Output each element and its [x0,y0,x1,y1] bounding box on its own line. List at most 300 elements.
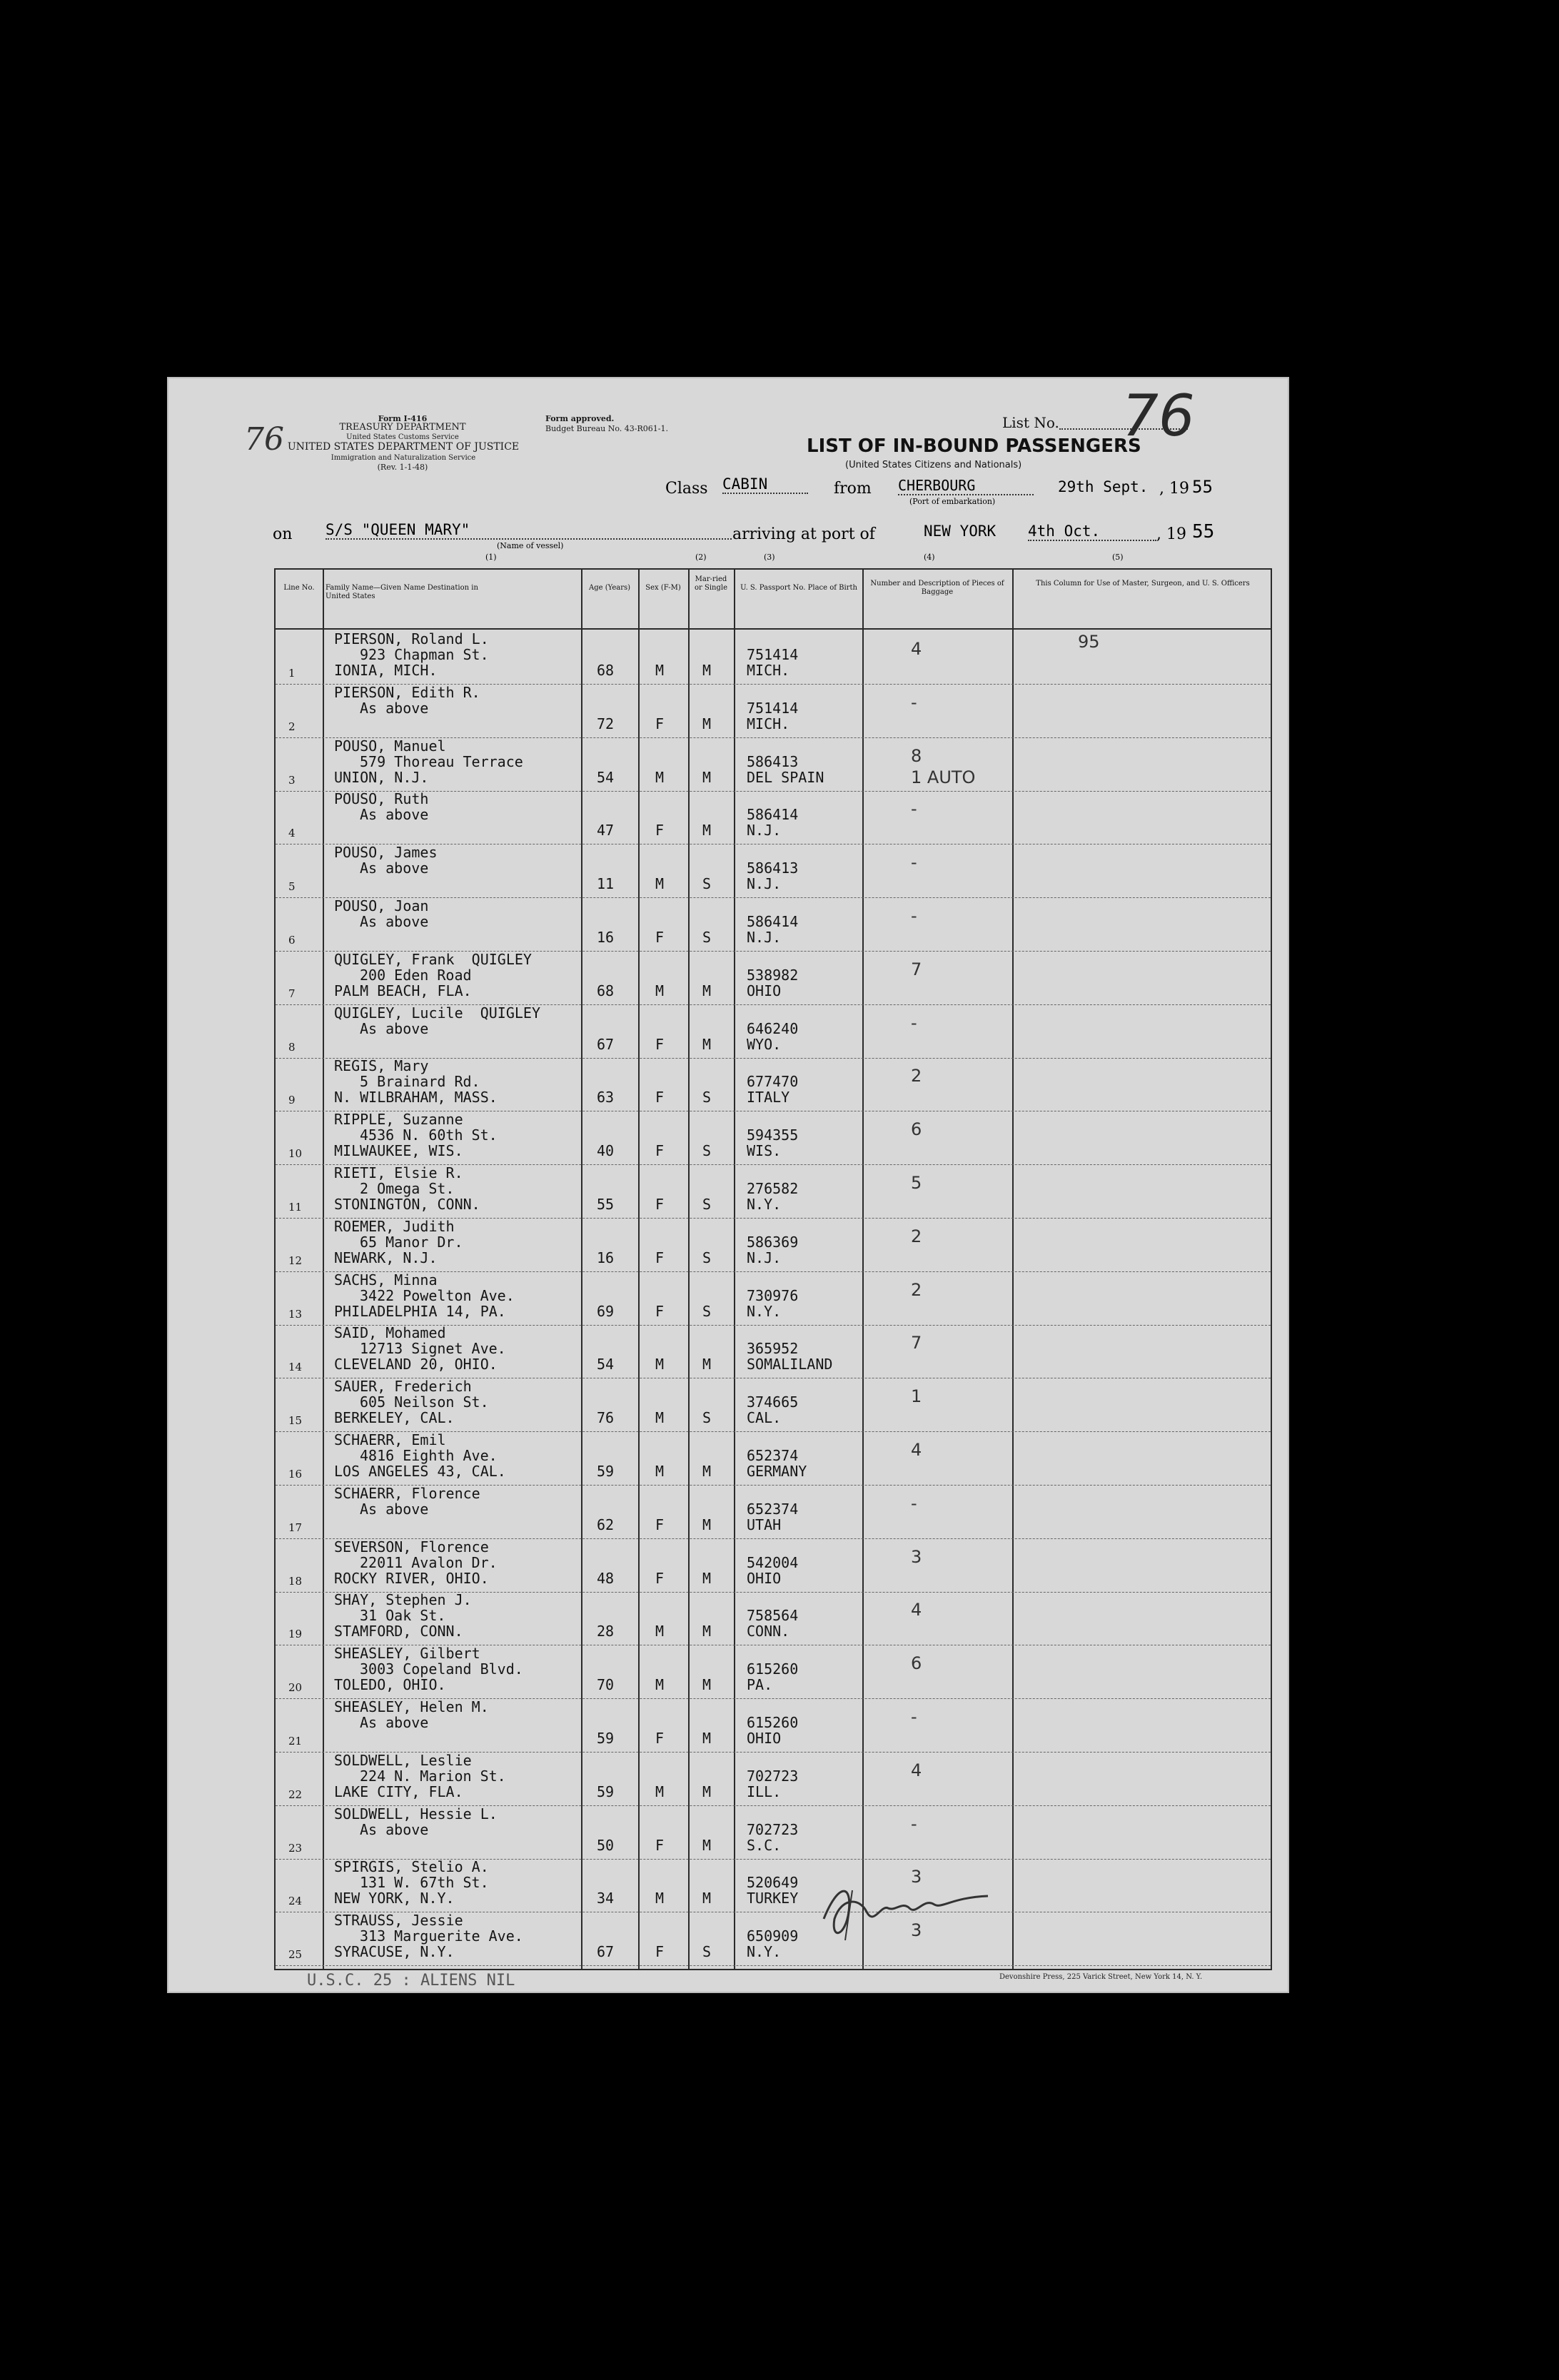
vessel-caption: (Name of vessel) [497,541,564,550]
row-age: 69 [597,1302,615,1320]
class-value: CABIN [722,475,808,494]
row-age: 72 [597,715,615,732]
row-name: PIERSON, Edith R. [334,683,480,701]
row-age: 68 [597,662,615,679]
row-place-of-birth: CAL. [747,1409,782,1427]
row-age: 76 [597,1409,615,1427]
form-revision: (Rev. 1-1-48) [377,463,428,472]
col-number-2: (2) [695,553,707,562]
col-number-5: (5) [1112,553,1124,562]
departure-year: 55 [1192,477,1213,497]
row-name: SHEASLEY, Helen M. [334,1698,489,1715]
margin-list-number: 76 [244,421,284,458]
row-address: As above [360,699,429,717]
row-passport-number: 646240 [747,1019,799,1037]
row-line-number: 1 [288,667,296,680]
row-place-of-birth: SOMALILAND [747,1356,833,1373]
row-baggage: 6 [911,1653,922,1674]
row-sex: M [655,1623,665,1640]
row-passport-number: 751414 [747,646,799,663]
row-place-of-birth: MICH. [747,715,790,732]
table-row [276,898,1271,952]
row-address: As above [360,1500,429,1518]
row-place-of-birth: MICH. [747,662,790,679]
row-place-of-birth: OHIO [747,1730,782,1747]
row-age: 50 [597,1836,615,1854]
immigration-service: Immigration and Naturalization Service [331,454,476,462]
row-place-of-birth: TURKEY [747,1890,799,1907]
row-passport-number: 615260 [747,1714,799,1731]
row-sex: M [655,1890,665,1907]
row-name: STRAUSS, Jessie [334,1912,463,1930]
row-age: 67 [597,1035,615,1053]
row-note: 95 [1078,632,1100,652]
row-name: ROEMER, Judith [334,1217,455,1235]
row-passport-number: 615260 [747,1660,799,1678]
row-baggage: 8 [911,745,922,766]
row-marital-status: M [702,1035,712,1053]
form-number: Form I-416 [378,414,428,423]
row-address: 313 Marguerite Ave. [360,1927,523,1945]
row-passport-number: 652374 [747,1500,799,1518]
row-place-of-birth: N.Y. [747,1943,782,1961]
table-row [276,685,1271,738]
row-age: 59 [597,1783,615,1800]
row-destination: UNION, N.J. [334,768,429,786]
row-name: QUIGLEY, Frank QUIGLEY [334,950,532,968]
row-marital-status: M [702,822,712,839]
row-baggage: 6 [911,1119,922,1140]
row-place-of-birth: PA. [747,1676,773,1694]
officer-signature [809,1869,995,1947]
document-title: LIST OF IN-BOUND PASSENGERS [807,435,1141,457]
row-name: RIETI, Elsie R. [334,1164,463,1181]
row-marital-status: M [702,1356,712,1373]
row-sex: F [655,1249,665,1266]
row-age: 16 [597,1249,615,1266]
row-destination: BERKELEY, CAL. [334,1409,455,1427]
row-baggage: 4 [911,1760,922,1780]
row-passport-number: 751414 [747,699,799,717]
table-row [276,1699,1271,1753]
row-passport-number: 594355 [747,1126,799,1144]
treasury-department: TREASURY DEPARTMENT [339,422,466,433]
row-age: 11 [597,875,615,893]
row-line-number: 2 [288,720,296,733]
customs-service: United States Customs Service [346,433,459,441]
row-sex: M [655,875,665,893]
row-line-number: 20 [288,1681,303,1695]
row-name: SAID, Mohamed [334,1324,446,1342]
row-marital-status: M [702,1730,712,1747]
table-row [276,1592,1271,1645]
row-passport-number: 586414 [747,913,799,930]
row-sex: F [655,1836,665,1854]
row-sex: F [655,1142,665,1160]
arrival-year: 55 [1192,521,1215,543]
from-label: from [834,480,872,498]
row-baggage: - [911,1493,917,1513]
col-age-header: Age (Years) [588,584,631,592]
row-marital-status: M [702,715,712,732]
row-age: 48 [597,1569,615,1587]
row-name: SHAY, Stephen J. [334,1591,472,1609]
row-marital-status: S [702,1943,712,1961]
table-row [276,1539,1271,1593]
row-sex: F [655,1196,665,1213]
row-passport-number: 702723 [747,1820,799,1838]
col-sex-header: Sex (F-M) [645,584,681,592]
row-place-of-birth: GERMANY [747,1463,807,1480]
budget-bureau: Budget Bureau No. 43-R061-1. [545,424,669,433]
row-name: POUSO, Joan [334,897,429,914]
row-name: QUIGLEY, Lucile QUIGLEY [334,1004,540,1022]
row-sex: F [655,1516,665,1533]
row-name: SACHS, Minna [334,1271,438,1289]
row-age: 55 [597,1196,615,1213]
row-marital-status: M [702,1783,712,1800]
class-label: Class [665,480,708,498]
row-sex: M [655,1676,665,1694]
row-destination: MILWAUKEE, WIS. [334,1142,463,1160]
row-destination: NEW YORK, N.Y. [334,1890,455,1907]
row-name: PIERSON, Roland L. [334,630,489,647]
row-age: 70 [597,1676,615,1694]
document-subtitle: (United States Citizens and Nationals) [845,460,1022,470]
row-marital-status: M [702,1836,712,1854]
passenger-list-document [167,377,1289,1993]
table-row [276,1859,1271,1912]
row-age: 59 [597,1463,615,1480]
row-name: SCHAERR, Emil [334,1431,446,1448]
row-sex: F [655,1035,665,1053]
arrival-date: 4th Oct. [1028,523,1156,541]
row-place-of-birth: WYO. [747,1035,782,1053]
col-number-4: (4) [924,553,935,562]
row-passport-number: 542004 [747,1553,799,1571]
row-age: 54 [597,768,615,786]
row-destination: ROCKY RIVER, OHIO. [334,1569,489,1587]
row-baggage: 3 [911,1920,922,1941]
row-name: SHEASLEY, Gilbert [334,1645,480,1663]
row-address: As above [360,913,429,930]
row-baggage: - [911,1707,917,1727]
row-baggage: 2 [911,1279,922,1300]
row-marital-status: S [702,1409,712,1427]
table-row [276,1325,1271,1378]
row-place-of-birth: OHIO [747,1569,782,1587]
row-passport-number: 586369 [747,1233,799,1251]
row-sex: F [655,1089,665,1106]
departure-year-prefix: , 19 [1159,480,1189,498]
row-sex: F [655,1730,665,1747]
row-baggage: 1 [911,1386,922,1407]
row-name: SAUER, Frederich [334,1378,472,1396]
row-marital-status: M [702,768,712,786]
row-marital-status: S [702,929,712,946]
row-marital-status: S [702,1249,712,1266]
table-row [276,1378,1271,1432]
table-row [276,791,1271,844]
arrival-year-prefix: , 19 [1156,525,1186,543]
row-destination: STONINGTON, CONN. [334,1196,480,1213]
row-destination: STAMFORD, CONN. [334,1623,463,1640]
col-officers-header: This Column for Use of Master, Surgeon, and U. S. Officers [1036,580,1250,588]
row-marital-status: S [702,1302,712,1320]
table-row [276,844,1271,898]
row-place-of-birth: ILL. [747,1783,782,1800]
row-passport-number: 652374 [747,1447,799,1464]
col-passport-header: U. S. Passport No. Place of Birth [740,584,857,592]
row-address: 22011 Avalon Dr. [360,1553,498,1571]
row-passport-number: 276582 [747,1180,799,1197]
table-row [276,1432,1271,1486]
row-baggage: 5 [911,1173,922,1193]
arrival-port: NEW YORK [924,523,997,540]
justice-department: UNITED STATES DEPARTMENT OF JUSTICE [287,441,520,453]
row-line-number: 21 [288,1735,303,1748]
row-address: 2 Omega St. [360,1180,455,1197]
row-address: 923 Chapman St. [360,646,489,663]
row-sex: M [655,662,665,679]
table-row [276,1806,1271,1860]
row-line-number: 6 [288,934,296,947]
row-marital-status: M [702,1676,712,1694]
row-baggage: 4 [911,639,922,659]
row-line-number: 15 [288,1414,303,1428]
from-value: CHERBOURG [898,477,1034,495]
row-address: 579 Thoreau Terrace [360,752,523,770]
row-baggage: - [911,852,917,873]
row-line-number: 3 [288,773,296,787]
row-address: 65 Manor Dr. [360,1233,463,1251]
row-address: 5 Brainard Rd. [360,1073,480,1091]
table-row [276,1165,1271,1219]
row-sex: F [655,715,665,732]
row-sex: F [655,822,665,839]
row-address: 4536 N. 60th St. [360,1126,498,1144]
row-baggage: 3 [911,1867,922,1887]
on-label: on [273,525,293,543]
row-passport-number: 520649 [747,1874,799,1892]
table-row [276,1645,1271,1699]
row-passport-number: 374665 [747,1393,799,1411]
row-line-number: 17 [288,1521,303,1534]
row-age: 16 [597,929,615,946]
row-sex: M [655,1783,665,1800]
row-line-number: 19 [288,1628,303,1641]
row-sex: M [655,1463,665,1480]
row-marital-status: M [702,662,712,679]
row-place-of-birth: N.Y. [747,1302,782,1320]
row-address: 224 N. Marion St. [360,1767,506,1785]
table-row [276,1912,1271,1966]
row-age: 40 [597,1142,615,1160]
col-married-header: Mar-ried or Single [695,575,727,592]
row-destination: LOS ANGELES 43, CAL. [334,1463,506,1480]
row-line-number: 14 [288,1361,303,1374]
row-address: 31 Oak St. [360,1607,446,1625]
row-place-of-birth: N.J. [747,822,782,839]
table-row [276,1058,1271,1111]
row-address: 131 W. 67th St. [360,1874,489,1892]
row-place-of-birth: N.J. [747,929,782,946]
row-address: 605 Neilson St. [360,1393,489,1411]
row-destination: NEWARK, N.J. [334,1249,438,1266]
col-name-header: Family Name—Given Name Destination in United States [326,584,478,600]
row-baggage: - [911,692,917,712]
row-passport-number: 586414 [747,806,799,824]
row-address: 12713 Signet Ave. [360,1340,506,1358]
row-marital-status: M [702,1463,712,1480]
row-line-number: 12 [288,1254,303,1267]
row-passport-number: 702723 [747,1767,799,1785]
row-address: 4816 Eighth Ave. [360,1447,498,1464]
row-passport-number: 538982 [747,966,799,984]
row-baggage: 2 [911,1226,922,1246]
row-age: 59 [597,1730,615,1747]
row-place-of-birth: CONN. [747,1623,790,1640]
table-row [276,631,1271,685]
row-sex: M [655,982,665,999]
row-place-of-birth: ITALY [747,1089,790,1106]
row-line-number: 13 [288,1307,303,1321]
row-address: As above [360,1019,429,1037]
row-marital-status: S [702,1142,712,1160]
col-number-1: (1) [485,553,497,562]
row-marital-status: S [702,1196,712,1213]
row-name: SCHAERR, Florence [334,1484,480,1502]
port-embarkation-caption: (Port of embarkation) [909,497,996,506]
row-name: POUSO, James [334,844,438,862]
row-place-of-birth: DEL SPAIN [747,768,824,786]
row-age: 62 [597,1516,615,1533]
row-name: SPIRGIS, Stelio A. [334,1858,489,1876]
row-baggage: 4 [911,1440,922,1460]
row-baggage: 3 [911,1546,922,1567]
row-name: REGIS, Mary [334,1057,429,1075]
table-row [276,952,1271,1005]
table-row [276,1486,1271,1539]
row-destination: PHILADELPHIA 14, PA. [334,1302,506,1320]
row-marital-status: M [702,982,712,999]
row-place-of-birth: WIS. [747,1142,782,1160]
row-line-number: 16 [288,1468,303,1481]
row-age: 28 [597,1623,615,1640]
row-address: As above [360,859,429,877]
row-baggage: - [911,799,917,820]
row-baggage: - [911,906,917,926]
row-place-of-birth: N.J. [747,1249,782,1266]
row-destination: CLEVELAND 20, OHIO. [334,1356,498,1373]
row-marital-status: M [702,1623,712,1640]
row-line-number: 18 [288,1574,303,1588]
row-address: As above [360,806,429,824]
footer-summary: U.S.C. 25 : ALIENS NIL [307,1972,515,1990]
row-address: 3422 Powelton Ave. [360,1286,515,1304]
row-destination: PALM BEACH, FLA. [334,982,472,999]
row-destination: N. WILBRAHAM, MASS. [334,1089,498,1106]
row-line-number: 23 [288,1841,303,1855]
row-destination: TOLEDO, OHIO. [334,1676,446,1694]
row-line-number: 9 [288,1094,296,1107]
row-passport-number: 758564 [747,1607,799,1625]
row-line-number: 11 [288,1201,303,1214]
row-sex: F [655,929,665,946]
row-line-number: 25 [288,1948,303,1962]
row-address: 3003 Copeland Blvd. [360,1660,523,1678]
row-name: SOLDWELL, Leslie [334,1751,472,1769]
row-passport-number: 650909 [747,1927,799,1945]
row-place-of-birth: UTAH [747,1516,782,1533]
table-row [276,1272,1271,1326]
row-baggage: 4 [911,1600,922,1620]
table-row [276,1753,1271,1806]
col-line-header: Line No. [283,584,315,592]
row-destination: SYRACUSE, N.Y. [334,1943,455,1961]
row-marital-status: M [702,1890,712,1907]
row-line-number: 4 [288,827,296,840]
row-age: 47 [597,822,615,839]
list-number-label: List No. [1002,414,1059,431]
row-address: 200 Eden Road [360,966,472,984]
row-address: As above [360,1714,429,1731]
row-line-number: 7 [288,987,296,1000]
row-destination: LAKE CITY, FLA. [334,1783,463,1800]
row-marital-status: S [702,1089,712,1106]
row-place-of-birth: N.Y. [747,1196,782,1213]
row-passport-number: 586413 [747,859,799,877]
row-passport-number: 586413 [747,752,799,770]
row-sex: F [655,1569,665,1587]
row-destination: IONIA, MICH. [334,662,438,679]
row-address: As above [360,1820,429,1838]
row-name: POUSO, Manuel [334,737,446,755]
row-age: 67 [597,1943,615,1961]
list-number-value: 76 [1122,383,1195,449]
row-sex: M [655,1356,665,1373]
departure-date: 29th Sept. [1058,478,1149,495]
row-baggage: 2 [911,1066,922,1086]
table-row [276,738,1271,792]
row-name: SEVERSON, Florence [334,1538,489,1555]
vessel-name: S/S "QUEEN MARY" [326,521,854,540]
form-approved: Form approved. [545,414,615,423]
row-baggage: 7 [911,959,922,979]
printer-credit: Devonshire Press, 225 Varick Street, New York 14, N. Y. [999,1973,1203,1981]
table-row [276,1005,1271,1059]
row-sex: F [655,1302,665,1320]
row-passport-number: 365952 [747,1340,799,1358]
row-sex: M [655,1409,665,1427]
row-age: 68 [597,982,615,999]
table-row [276,1219,1271,1272]
col-baggage-header: Number and Description of Pieces of Baggage [870,580,1004,596]
row-baggage: 7 [911,1333,922,1353]
row-note: 1 AUTO [911,767,976,787]
row-baggage: - [911,1813,917,1834]
row-marital-status: M [702,1569,712,1587]
row-name: POUSO, Ruth [334,790,429,808]
row-line-number: 8 [288,1040,296,1054]
passenger-table [274,568,1272,1970]
row-passport-number: 677470 [747,1073,799,1091]
row-place-of-birth: N.J. [747,875,782,893]
row-line-number: 5 [288,880,296,894]
row-age: 34 [597,1890,615,1907]
row-passport-number: 730976 [747,1286,799,1304]
row-place-of-birth: OHIO [747,982,782,999]
